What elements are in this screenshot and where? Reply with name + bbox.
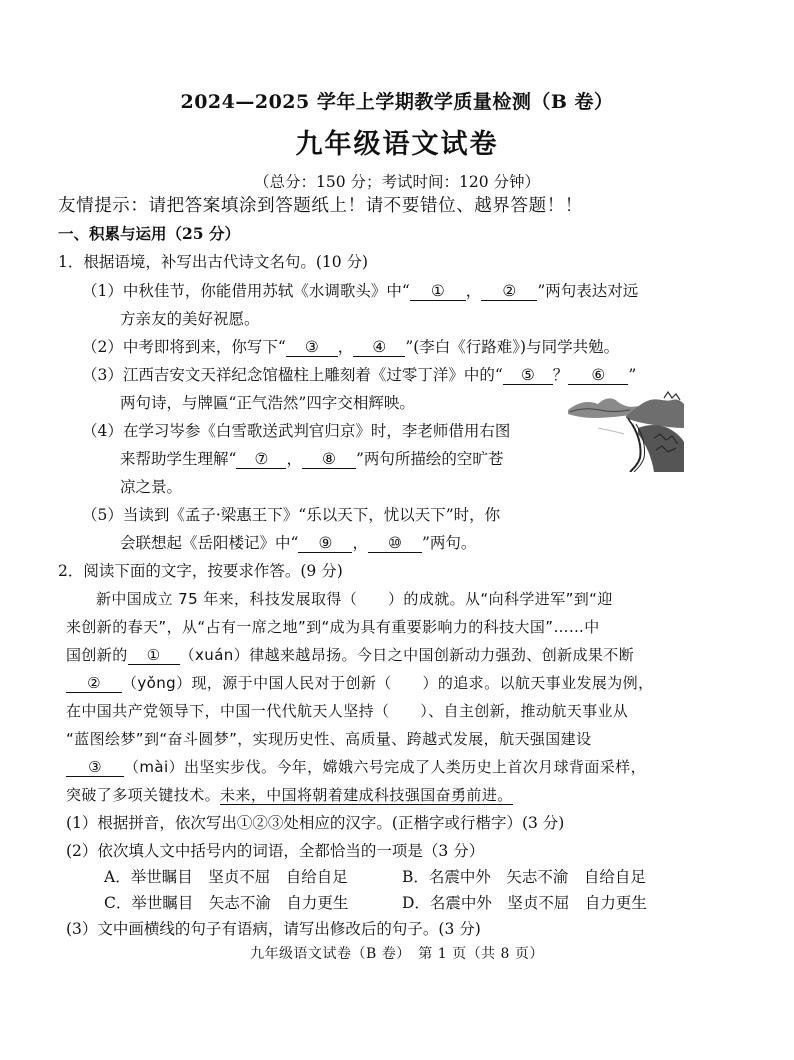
q1-item-5-text-c: ”两句。 xyxy=(421,534,477,552)
q1-sep-3: ？ xyxy=(552,366,569,384)
q1-blank-6: ⑥ xyxy=(568,366,628,385)
q1-item-4-text-c: ”两句所描绘的空旷苍 xyxy=(355,450,504,468)
q1-blank-10: ⑩ xyxy=(368,534,422,553)
q1-item-2-text-b: ”(李白《行路难》)与同学共勉。 xyxy=(405,338,620,356)
q2-passage-line-5: 在中国共产党领导下，中国一代代航天人坚持（ ）、自主创新，推动航天事业从 xyxy=(66,702,629,720)
mountain-landscape-icon xyxy=(568,388,684,472)
q1-blank-2: ② xyxy=(481,282,537,301)
q1-item-1-line-2: 方亲友的美好祝愿。 xyxy=(120,310,260,328)
q2-passage-line-8 xyxy=(66,785,513,805)
q1-item-1-text-a: （1）中秋佳节，你能借用苏轼《水调歌头》中“ xyxy=(82,282,410,300)
q2-passage-line-2: 来创新的春天”，从“占有一席之地”到“成为具有重要影响力的科技大国”……中 xyxy=(66,618,600,636)
q2-passage-line-1: 新中国成立 75 年来，科技发展取得（ ）的成就。从“向科学进军”到“迎 xyxy=(96,590,613,608)
q2-blank-2: ② xyxy=(66,674,122,693)
q1-blank-7: ⑦ xyxy=(236,450,286,469)
q1-sep-2: ， xyxy=(337,338,354,356)
q1-item-3-text-b: ” xyxy=(628,366,637,384)
q2-blank-3: ③ xyxy=(66,758,124,777)
q1-blank-4: ④ xyxy=(353,338,405,357)
q1-item-1-line-1 xyxy=(82,281,638,301)
q1-item-5-line-1: （5）当读到《孟子·梁惠王下》“乐以天下，忧以天下”时，你 xyxy=(82,506,501,524)
q2-underlined-sentence: 未来，中国将朝着建成科技强国奋勇前进。 xyxy=(220,786,513,804)
q2-passage-4b: （yǒng）现，源于中国人民对于创新（ ）的追求。以航天事业发展为例， xyxy=(122,674,654,692)
friendly-tip: 友情提示：请把答案填涂到答题纸上！请不要错位、越界答题！！ xyxy=(58,196,583,216)
landscape-illustration xyxy=(568,388,684,472)
q1-item-4-text-b: 来帮助学生理解“ xyxy=(120,450,237,468)
q2-passage-line-7 xyxy=(66,757,646,777)
q1-blank-3: ③ xyxy=(286,338,338,357)
q2-passage-7b: （mài）出坚实步伐。今年，嫦娥六号完成了人类历史上首次月球背面采样， xyxy=(124,758,646,776)
q1-item-3-text-a: （3）江西吉安文天祥纪念馆楹柱上雕刻着《过零丁洋》中的“ xyxy=(82,366,503,384)
q1-item-5-line-2 xyxy=(120,533,476,553)
page-title: 九年级语文试卷 xyxy=(295,129,499,160)
exam-term-heading: 2024—2025 学年上学期教学质量检测（B 卷） xyxy=(180,91,614,113)
page-footer: 九年级语文试卷（B 卷） 第 1 页（共 8 页） xyxy=(250,946,544,962)
q1-item-4-line-3: 凉之景。 xyxy=(120,478,183,496)
q2-sub-2: (2）依次填人文中括号内的词语，全都恰当的一项是（3 分） xyxy=(66,842,485,860)
q2-passage-3a: 国创新的 xyxy=(66,646,128,664)
q1-blank-9: ⑨ xyxy=(298,534,352,553)
q1-blank-8: ⑧ xyxy=(302,450,356,469)
q2-stem: 2．阅读下面的文字，按要求作答。(9 分) xyxy=(58,562,343,580)
q2-option-c: C．举世瞩目 矢志不渝 自力更生 xyxy=(104,894,349,912)
q1-sep-1: ， xyxy=(465,282,482,300)
q2-sub-3: (3）文中画横线的句子有语病，请写出修改后的句子。(3 分) xyxy=(66,920,481,938)
q1-item-3-line-1 xyxy=(82,365,636,385)
section-1-title: 一、积累与运用（25 分） xyxy=(58,224,240,243)
q1-sep-4: ， xyxy=(286,450,302,468)
q2-option-d: D．名震中外 坚贞不屈 自力更生 xyxy=(402,894,647,912)
q1-item-1-text-b: ”两句表达对远 xyxy=(537,282,639,300)
q1-sep-5: ， xyxy=(352,534,368,552)
q1-item-2-line-1 xyxy=(82,337,619,357)
score-info: （总分：150 分；考试时间：120 分钟） xyxy=(253,173,541,191)
q1-item-2-text-a: （2）中考即将到来，你写下“ xyxy=(82,338,286,356)
q2-passage-3b: （xuán）律越来越昂扬。今日之中国创新动力强劲、创新成果不断 xyxy=(179,646,635,664)
q1-item-5-text-b: 会联想起《岳阳楼记》中“ xyxy=(120,534,299,552)
q2-passage-line-3 xyxy=(66,645,634,665)
q1-item-3-line-2: 两句诗，与牌匾“正气浩然”四字交相辉映。 xyxy=(120,394,415,412)
q2-sub-1: (1）根据拼音，依次写出①②③处相应的汉字。(正楷字或行楷字）(3 分) xyxy=(66,814,565,832)
q2-passage-line-6: “蓝图绘梦”到“奋斗圆梦”，实现历史性、高质量、跨越式发展，航天强国建设 xyxy=(66,730,592,748)
q2-option-b: B．名震中外 矢志不渝 自给自足 xyxy=(402,868,646,886)
q1-blank-5: ⑤ xyxy=(503,366,553,385)
q2-passage-8a: 突破了多项关键技术。 xyxy=(66,786,221,804)
q1-blank-1: ① xyxy=(410,282,466,301)
q2-blank-1: ① xyxy=(128,646,180,665)
q2-passage-line-4 xyxy=(66,673,654,693)
q2-option-a: A．举世瞩目 坚贞不屈 自给自足 xyxy=(104,868,348,886)
q1-item-4-line-1: （4）在学习岑参《白雪歌送武判官归京》时，李老师借用右图 xyxy=(82,422,511,440)
q1-stem: 1．根据语境，补写出古代诗文名句。(10 分) xyxy=(58,253,369,271)
q1-item-4-line-2 xyxy=(120,449,503,469)
